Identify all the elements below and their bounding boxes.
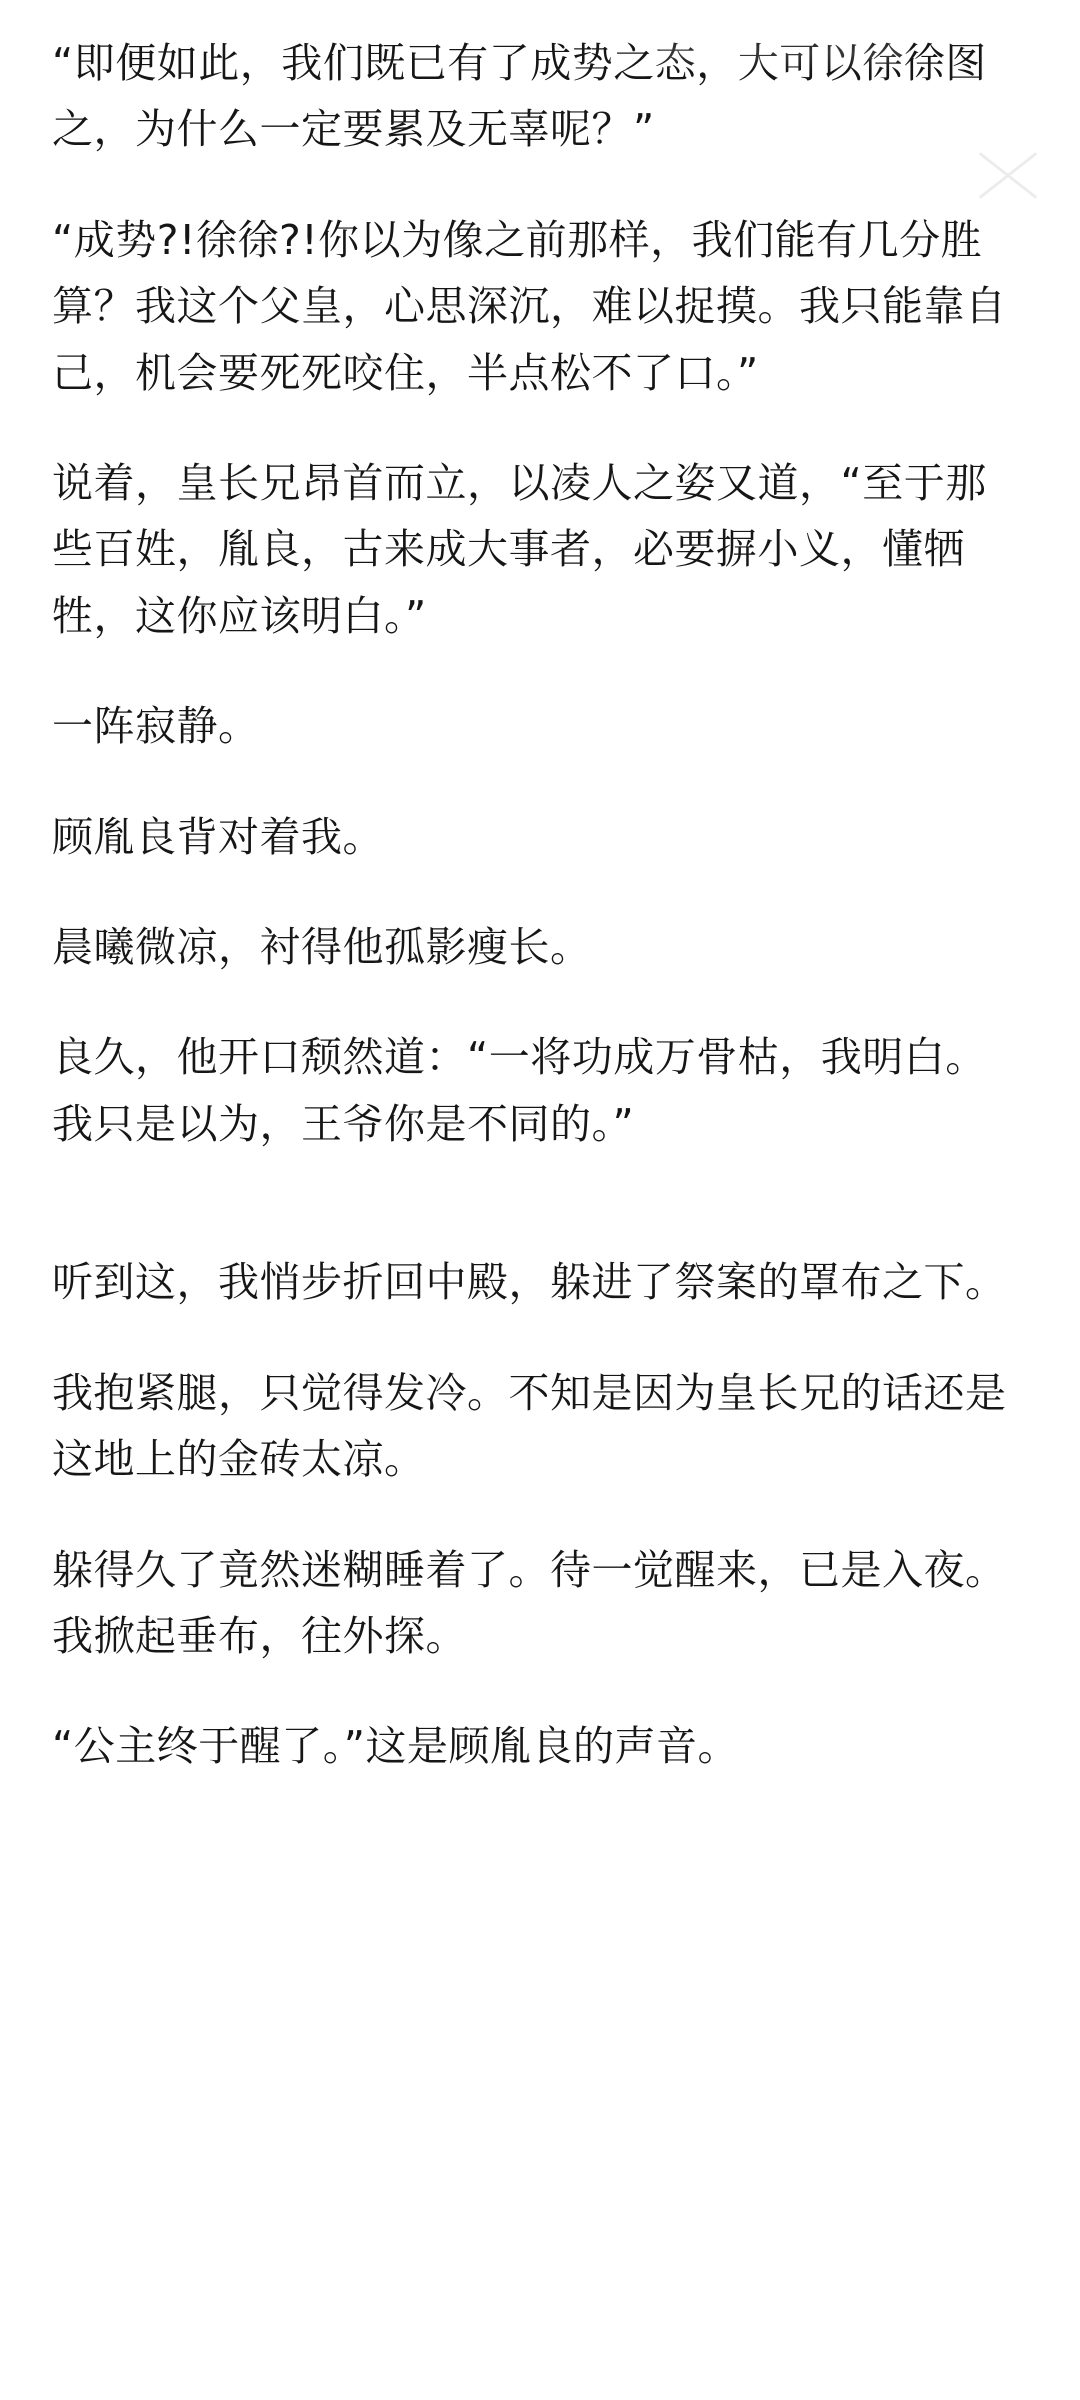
paragraph: 说着，皇长兄昂首而立，以凌人之姿又道，“至于那些百姓，胤良，古来成大事者，必要摒小义，懂牺牲，这你应该明白。”	[52, 459, 987, 640]
paragraph: 晨曦微凉，衬得他孤影瘦长。	[52, 923, 592, 972]
paragraph: 良久，他开口颓然道：“一将功成万骨枯，我明白。我只是以为，王爷你是不同的。”	[52, 1033, 987, 1148]
paragraph: “即便如此，我们既已有了成势之态，大可以徐徐图之，为什么一定要累及无辜呢？”	[52, 39, 987, 154]
paragraph: 我抱紧腿，只觉得发冷。不知是因为皇长兄的话还是这地上的金砖太凉。	[52, 1368, 1007, 1484]
paragraph: 听到这，我悄步折回中殿，躲进了祭案的罩布之下。	[52, 1258, 1007, 1307]
paragraph: 一阵寂静。	[52, 702, 260, 751]
paragraph: “公主终于醒了。”这是顾胤良的声音。	[52, 1722, 739, 1771]
paragraph: 顾胤良背对着我。	[52, 812, 384, 861]
paragraph: “成势?!徐徐?!你以为像之前那样，我们能有几分胜算？我这个父皇，心思深沉，难以捉摸。我只能靠自己，机会要死死咬住，半点松不了口。”	[52, 215, 1007, 397]
paragraph: 躲得久了竟然迷糊睡着了。待一觉醒来，已是入夜。我掀起垂布，往外探。	[52, 1545, 1007, 1660]
